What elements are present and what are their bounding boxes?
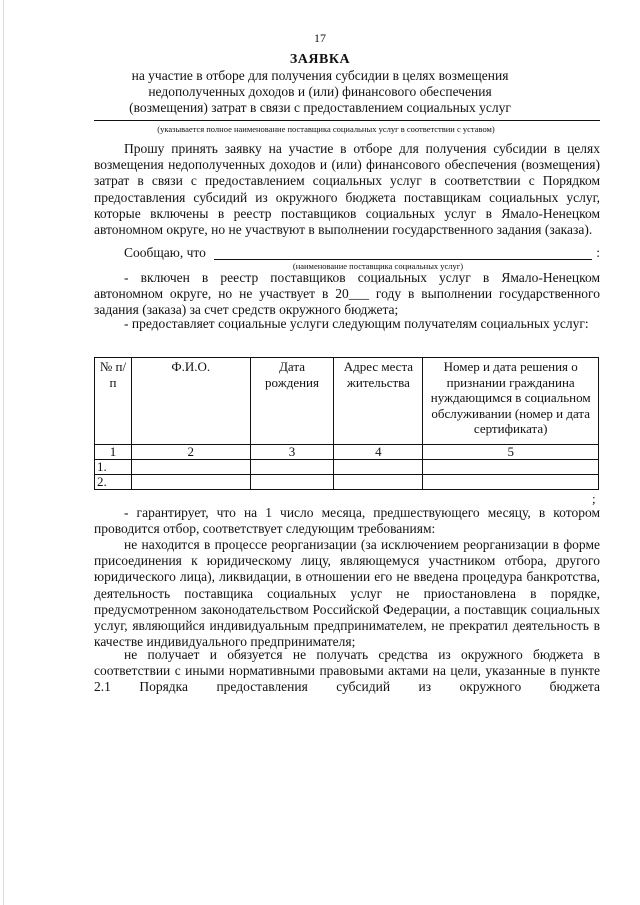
applicant-name-line — [94, 120, 600, 121]
header-birth-date: Дата рождения — [250, 358, 334, 445]
page-number: 17 — [314, 31, 326, 45]
header-decision: Номер и дата решения о признании гражданина нуждающимся в социальном обслуживании (номер и дата сертификата) — [423, 358, 599, 445]
caption-short-name: (наименование поставщика социальных услуг) — [292, 261, 464, 271]
header-address: Адрес места жительства — [334, 358, 423, 445]
table-cell — [334, 475, 423, 490]
paragraph-request: Прошу принять заявку на участие в отборе для получения субсидии в целях возмещения недополученных доходов и (или) финансового обеспечения (возмещения) затрат в связи с предоставлением социальных услуг в соответствии с Порядком предоставления субсидий из окружного бюджета поставщикам социальных услуг, которые включены в реестр поставщиков социальных услуг в Ямало-Ненецком автономном округе, но не участвуют в выполнении государственного задания (заказа). — [94, 141, 600, 238]
column-number: 5 — [423, 445, 599, 460]
header-number: № п/п — [95, 358, 132, 445]
table-cell — [334, 460, 423, 475]
table-cell — [423, 460, 599, 475]
table-cell — [250, 460, 334, 475]
table-row — [95, 475, 599, 490]
inform-line — [94, 245, 600, 262]
column-number: 4 — [334, 445, 423, 460]
inform-label: Сообщаю, что — [124, 245, 206, 260]
caption-full-name: (указывается полное наименование поставщика социальных услуг в соответствии с уставом) — [157, 124, 495, 134]
table-cell — [250, 475, 334, 490]
paragraph-guarantees: - гарантирует, что на 1 число месяца, предшествующего месяцу, в котором проводится отбор, соответствует следующим требованиям: — [94, 505, 600, 537]
document-subtitle: на участие в отборе для получения субсидии в целях возмещения недополученных доходов и (или) финансового обеспечения (возмещения) затрат в связи с предоставлением социальных услуг — [129, 68, 511, 115]
inform-colon: : — [596, 245, 600, 260]
table-cell — [131, 460, 250, 475]
column-number: 2 — [131, 445, 250, 460]
provider-name-line — [214, 259, 592, 260]
paragraph-provides: - предоставляет социальные услуги следующим получателям социальных услуг: — [124, 316, 589, 331]
scan-edge-line — [3, 0, 4, 905]
table-cell: 1. — [95, 460, 132, 475]
table-cell — [131, 475, 250, 490]
table-column-numbers-row — [95, 445, 599, 460]
column-number: 1 — [95, 445, 132, 460]
table-cell: 2. — [95, 475, 132, 490]
column-number: 3 — [250, 445, 334, 460]
recipients-table — [94, 357, 599, 490]
table-end-semicolon: ; — [592, 491, 596, 506]
table-row — [95, 460, 599, 475]
paragraph-registry: - включен в реестр поставщиков социальных услуг в Ямало-Ненецком автономном округе, но не участвует в 20___ году в выполнении государственного задания (заказа) за счет средств окружного бюджета; — [94, 270, 600, 318]
header-full-name: Ф.И.О. — [131, 358, 250, 445]
document-title: ЗАЯВКА — [289, 52, 351, 67]
table-cell — [423, 475, 599, 490]
paragraph-not-funded: не получает и обязуется не получать средства из окружного бюджета в соответствии с иными нормативными правовыми актами на цели, указанные в пункте 2.1 Порядка предоставления субсидий из окружного бюджета — [94, 647, 600, 695]
table-header-row — [95, 358, 599, 445]
paragraph-not-reorganized: не находится в процессе реорганизации (за исключением реорганизации в форме присоединения к юридическому лицу, являющемуся участником отбора, другого юридического лица), ликвидации, в отношении его не введена процедура банкротства, деятельность поставщика социальных услуг не приостановлена в порядке, предусмотренном законодательством Российской Федерации, а поставщик социальных услуг, являющийся индивидуальным предпринимателем, не прекратил деятельность в качестве индивидуального предпринимателя; — [94, 537, 600, 650]
